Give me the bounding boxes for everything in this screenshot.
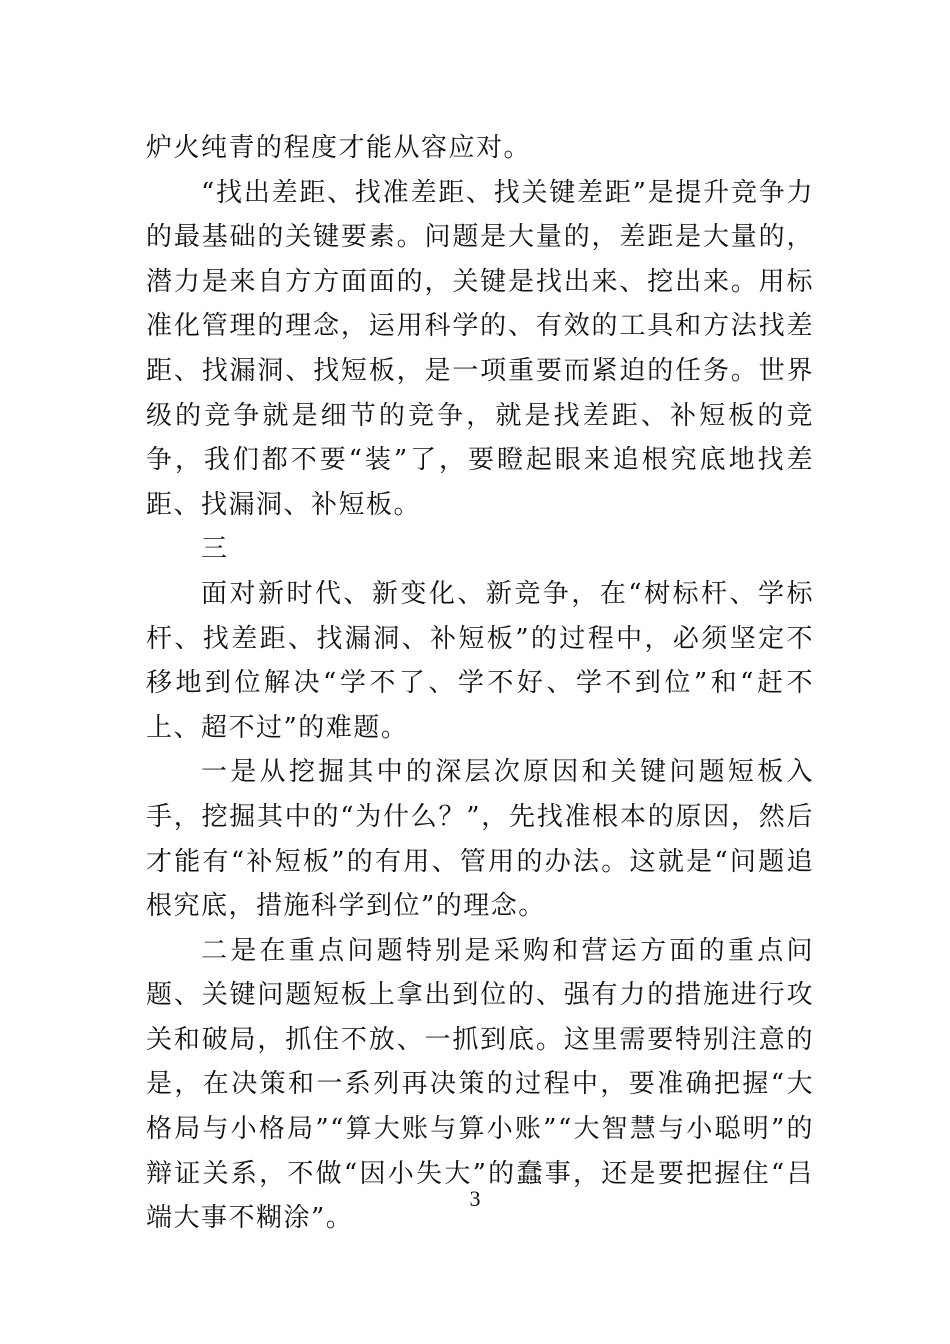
section-heading-three: 三 xyxy=(201,534,229,565)
paragraph-new-era: 面对新时代、新变化、新竞争，在“树标杆、学标杆、找差距、找漏洞、补短板”的过程中，必须坚定不移地到位解决“学不了、学不好、学不到位”和“赶不上、超不过”的难题。 xyxy=(146,578,814,743)
paragraph-point-two: 二是在重点问题特别是采购和营运方面的重点问题、关键问题短板上拿出到位的、强有力的措施进行攻关和破局，抓住不放、一抓到底。这里需要特别注意的是，在决策和一系列再决策的过程中，要准确把握“大格局与小格局”“算大账与算小账”“大智慧与小聪明”的辩证关系，不做“因小失大”的蠢事，还是要把握住“吕端大事不糊涂”。 xyxy=(146,935,814,1234)
document-body xyxy=(146,126,814,1241)
paragraph-find-gaps: “找出差距、找准差距、找关键差距”是提升竞争力的最基础的关键要素。问题是大量的，差距是大量的，潜力是来自方方面面的，关键是找出来、挖出来。用标准化管理的理念，运用科学的、有效的工具和方法找差距、找漏洞、找短板，是一项重要而紧迫的任务。世界级的竞争就是细节的竞争，就是找差距、补短板的竞争，我们都不要“装”了，要瞪起眼来追根究底地找差距、找漏洞、补短板。 xyxy=(146,177,814,520)
paragraph-continuation: 炉火纯青的程度才能从容应对。 xyxy=(146,133,532,163)
paragraph-point-one: 一是从挖掘其中的深层次原因和关键问题短板入手，挖掘其中的“为什么？”，先找准根本的原因，然后才能有“补短板”的有用、管用的办法。这就是“问题追根究底，措施科学到位”的理念。 xyxy=(146,757,814,922)
page-number: 3 xyxy=(469,1186,481,1211)
